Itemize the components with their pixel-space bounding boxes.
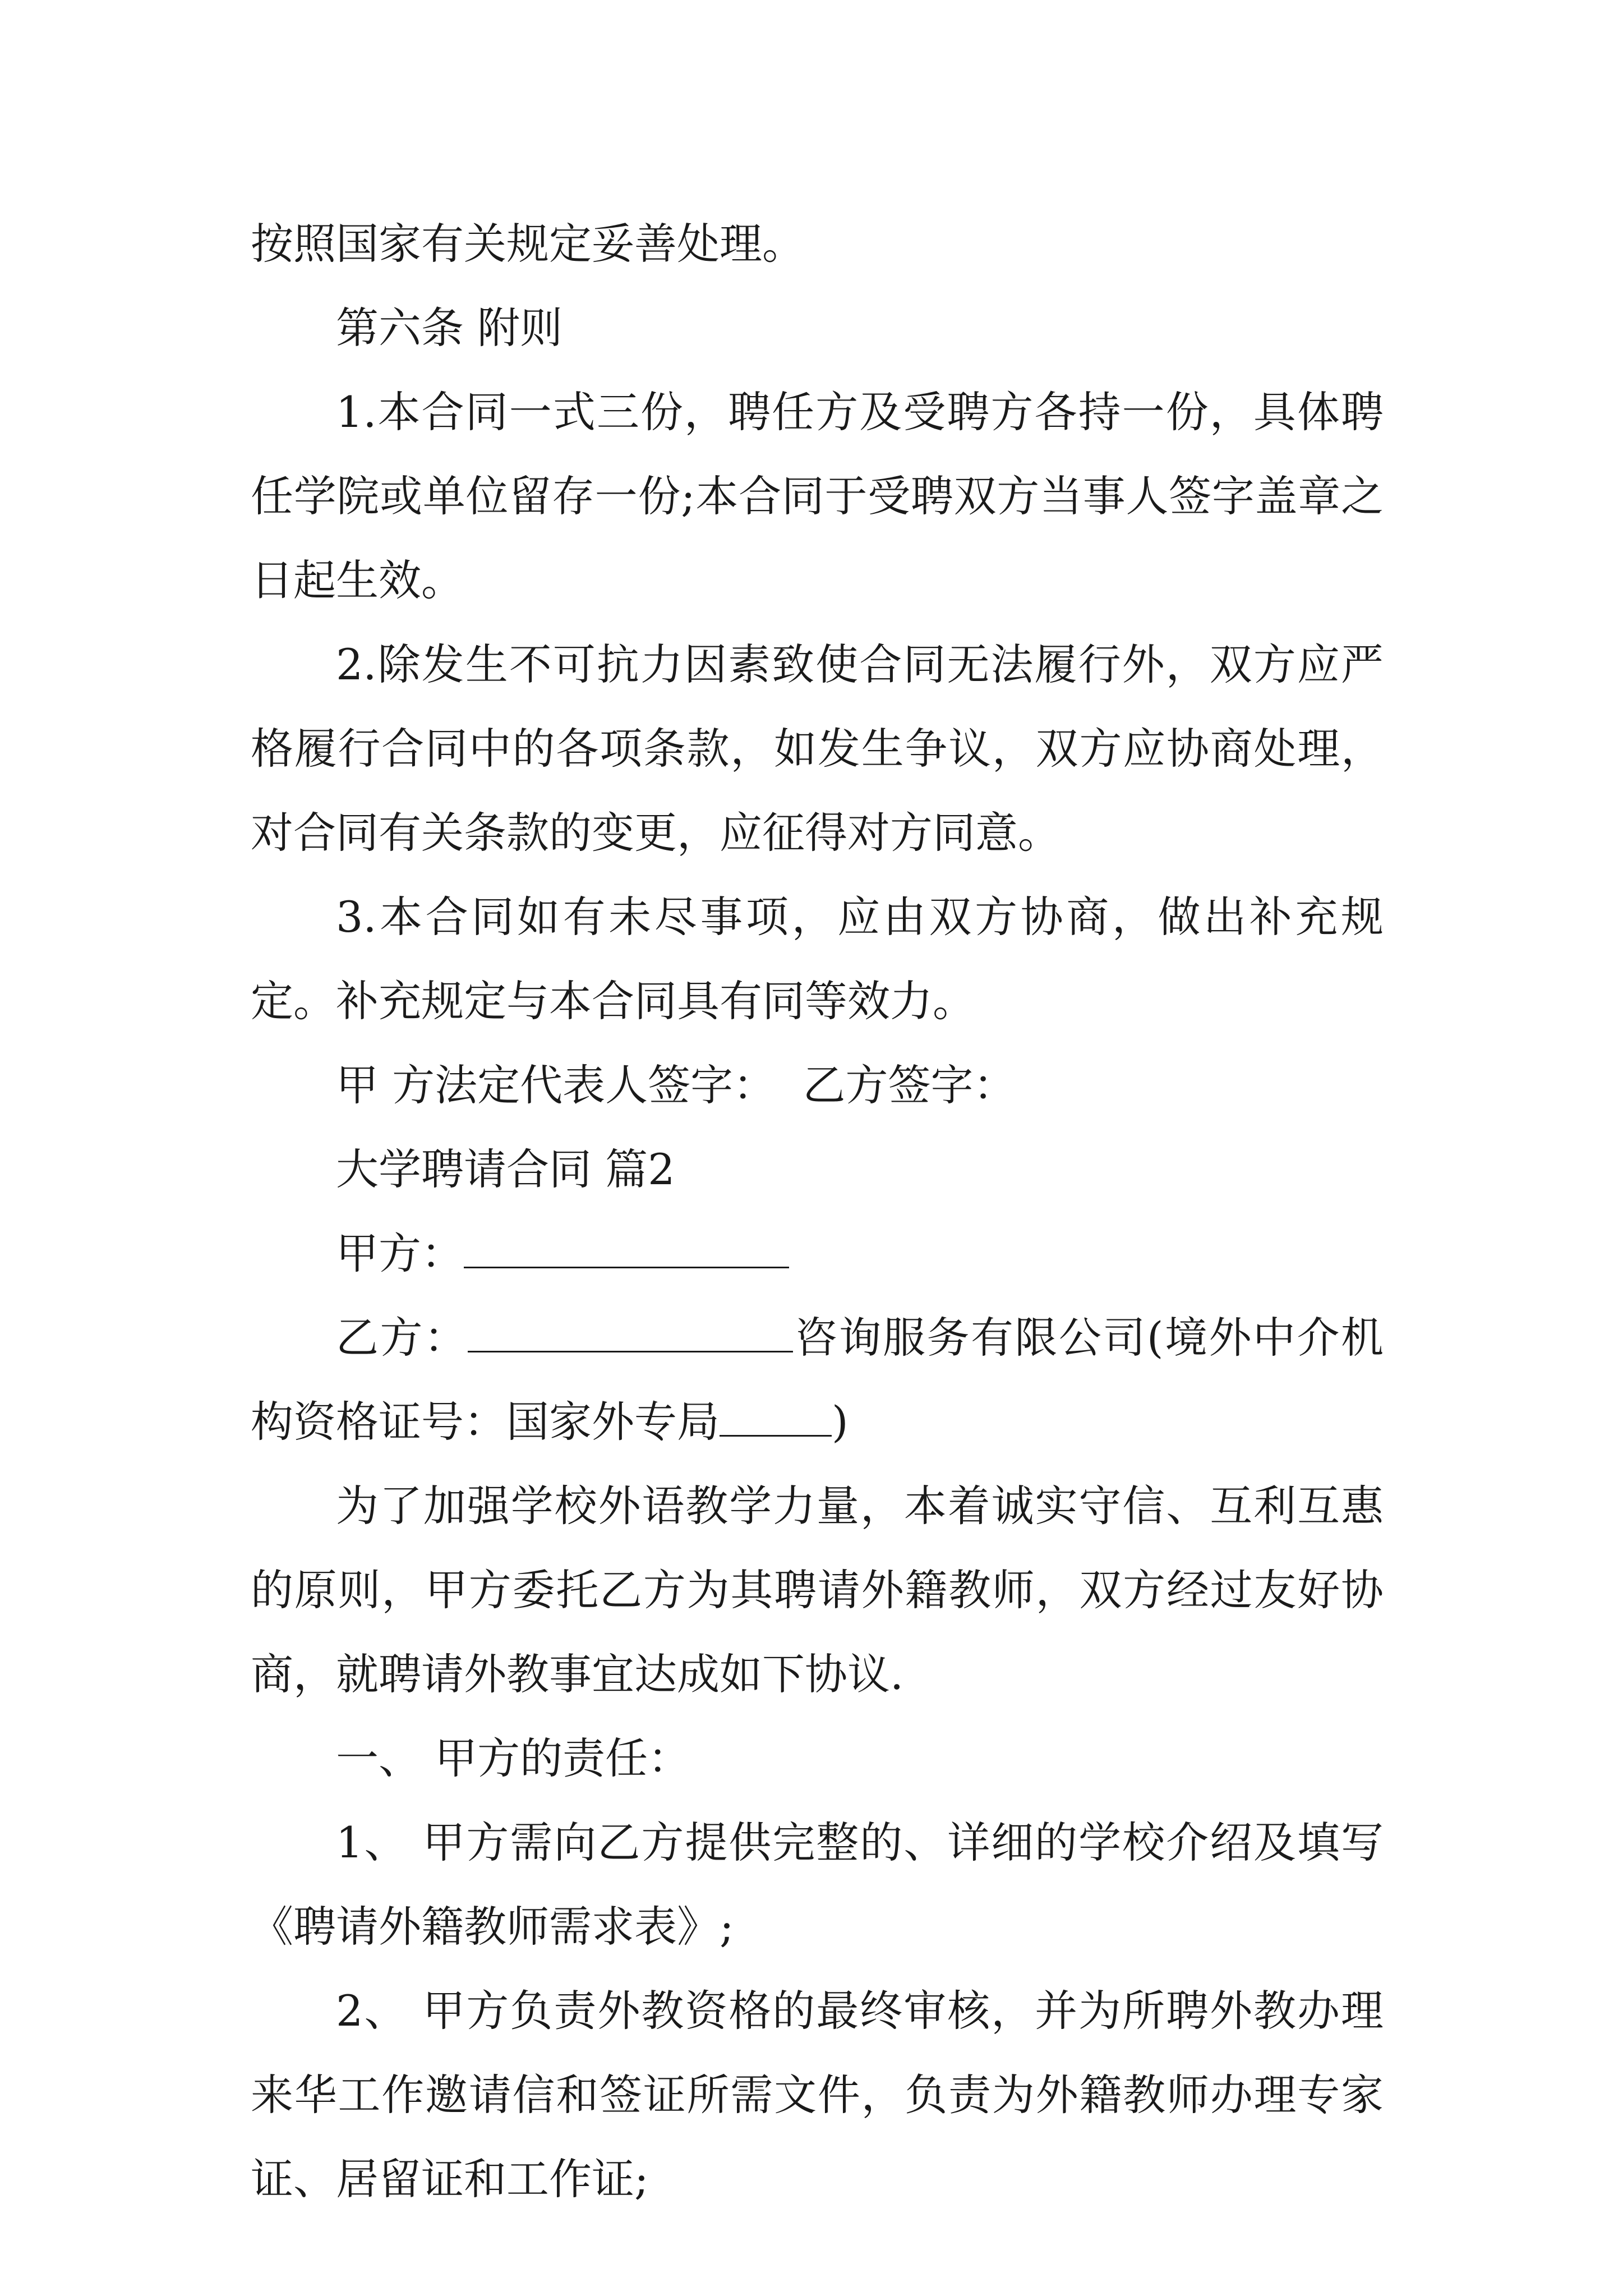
party-b-line (251, 1296, 1384, 1464)
preamble: 为了加强学校外语教学力量，本着诚实守信、互利互惠的原则，甲方委托乙方为其聘请外籍教师，双方经过友好协商，就聘请外教事宜达成如下协议. (251, 1481, 1384, 1699)
clause-1: 1.本合同一式三份，聘任方及受聘方各持一份，具体聘任学院或单位留存一份;本合同于受聘双方当事人签字盖章之日起生效。 (251, 387, 1384, 605)
party-a-blank (464, 1225, 789, 1268)
clause-3: 3.本合同如有未尽事项，应由双方协商，做出补充规定。补充规定与本合同具有同等效力。 (251, 892, 1384, 1026)
party-a-label: 甲方： (336, 1228, 464, 1278)
party-b-close: ) (832, 1397, 849, 1447)
party-b-blank (468, 1309, 793, 1352)
party-a-duty-2: 2、 甲方负责外教资格的最终审核，并为所聘外教办理来华工作邀请信和签证所需文件，负责为外籍教师办理专家证、居留证和工作证; (251, 1986, 1384, 2204)
party-a-line (251, 1212, 1384, 1296)
party-b-label: 乙方： (336, 1313, 468, 1363)
party-a-duty-1: 1、 甲方需向乙方提供完整的、详细的学校介绍及填写《聘请外籍教师需求表》; (251, 1818, 1384, 1952)
license-number-blank (720, 1393, 832, 1437)
article-six-heading: 第六条 附则 (336, 303, 563, 353)
contract-2-title: 大学聘请合同 篇2 (336, 1144, 675, 1194)
signature-line: 甲 方法定代表人签字： 乙方签字： (336, 1060, 1016, 1110)
party-b-company: 咨询服务有限公司(境外中介机构资格证号：国家外专局 (251, 1313, 1384, 1447)
paragraph-continuation: 按照国家有关规定妥善处理。 (251, 219, 805, 269)
clause-2: 2.除发生不可抗力因素致使合同无法履行外，双方应严格履行合同中的各项条款，如发生争议，双方应协商处理，对合同有关条款的变更，应征得对方同意。 (251, 639, 1384, 858)
document-body (251, 202, 1384, 2221)
section-one-heading: 一、 甲方的责任： (336, 1733, 691, 1783)
